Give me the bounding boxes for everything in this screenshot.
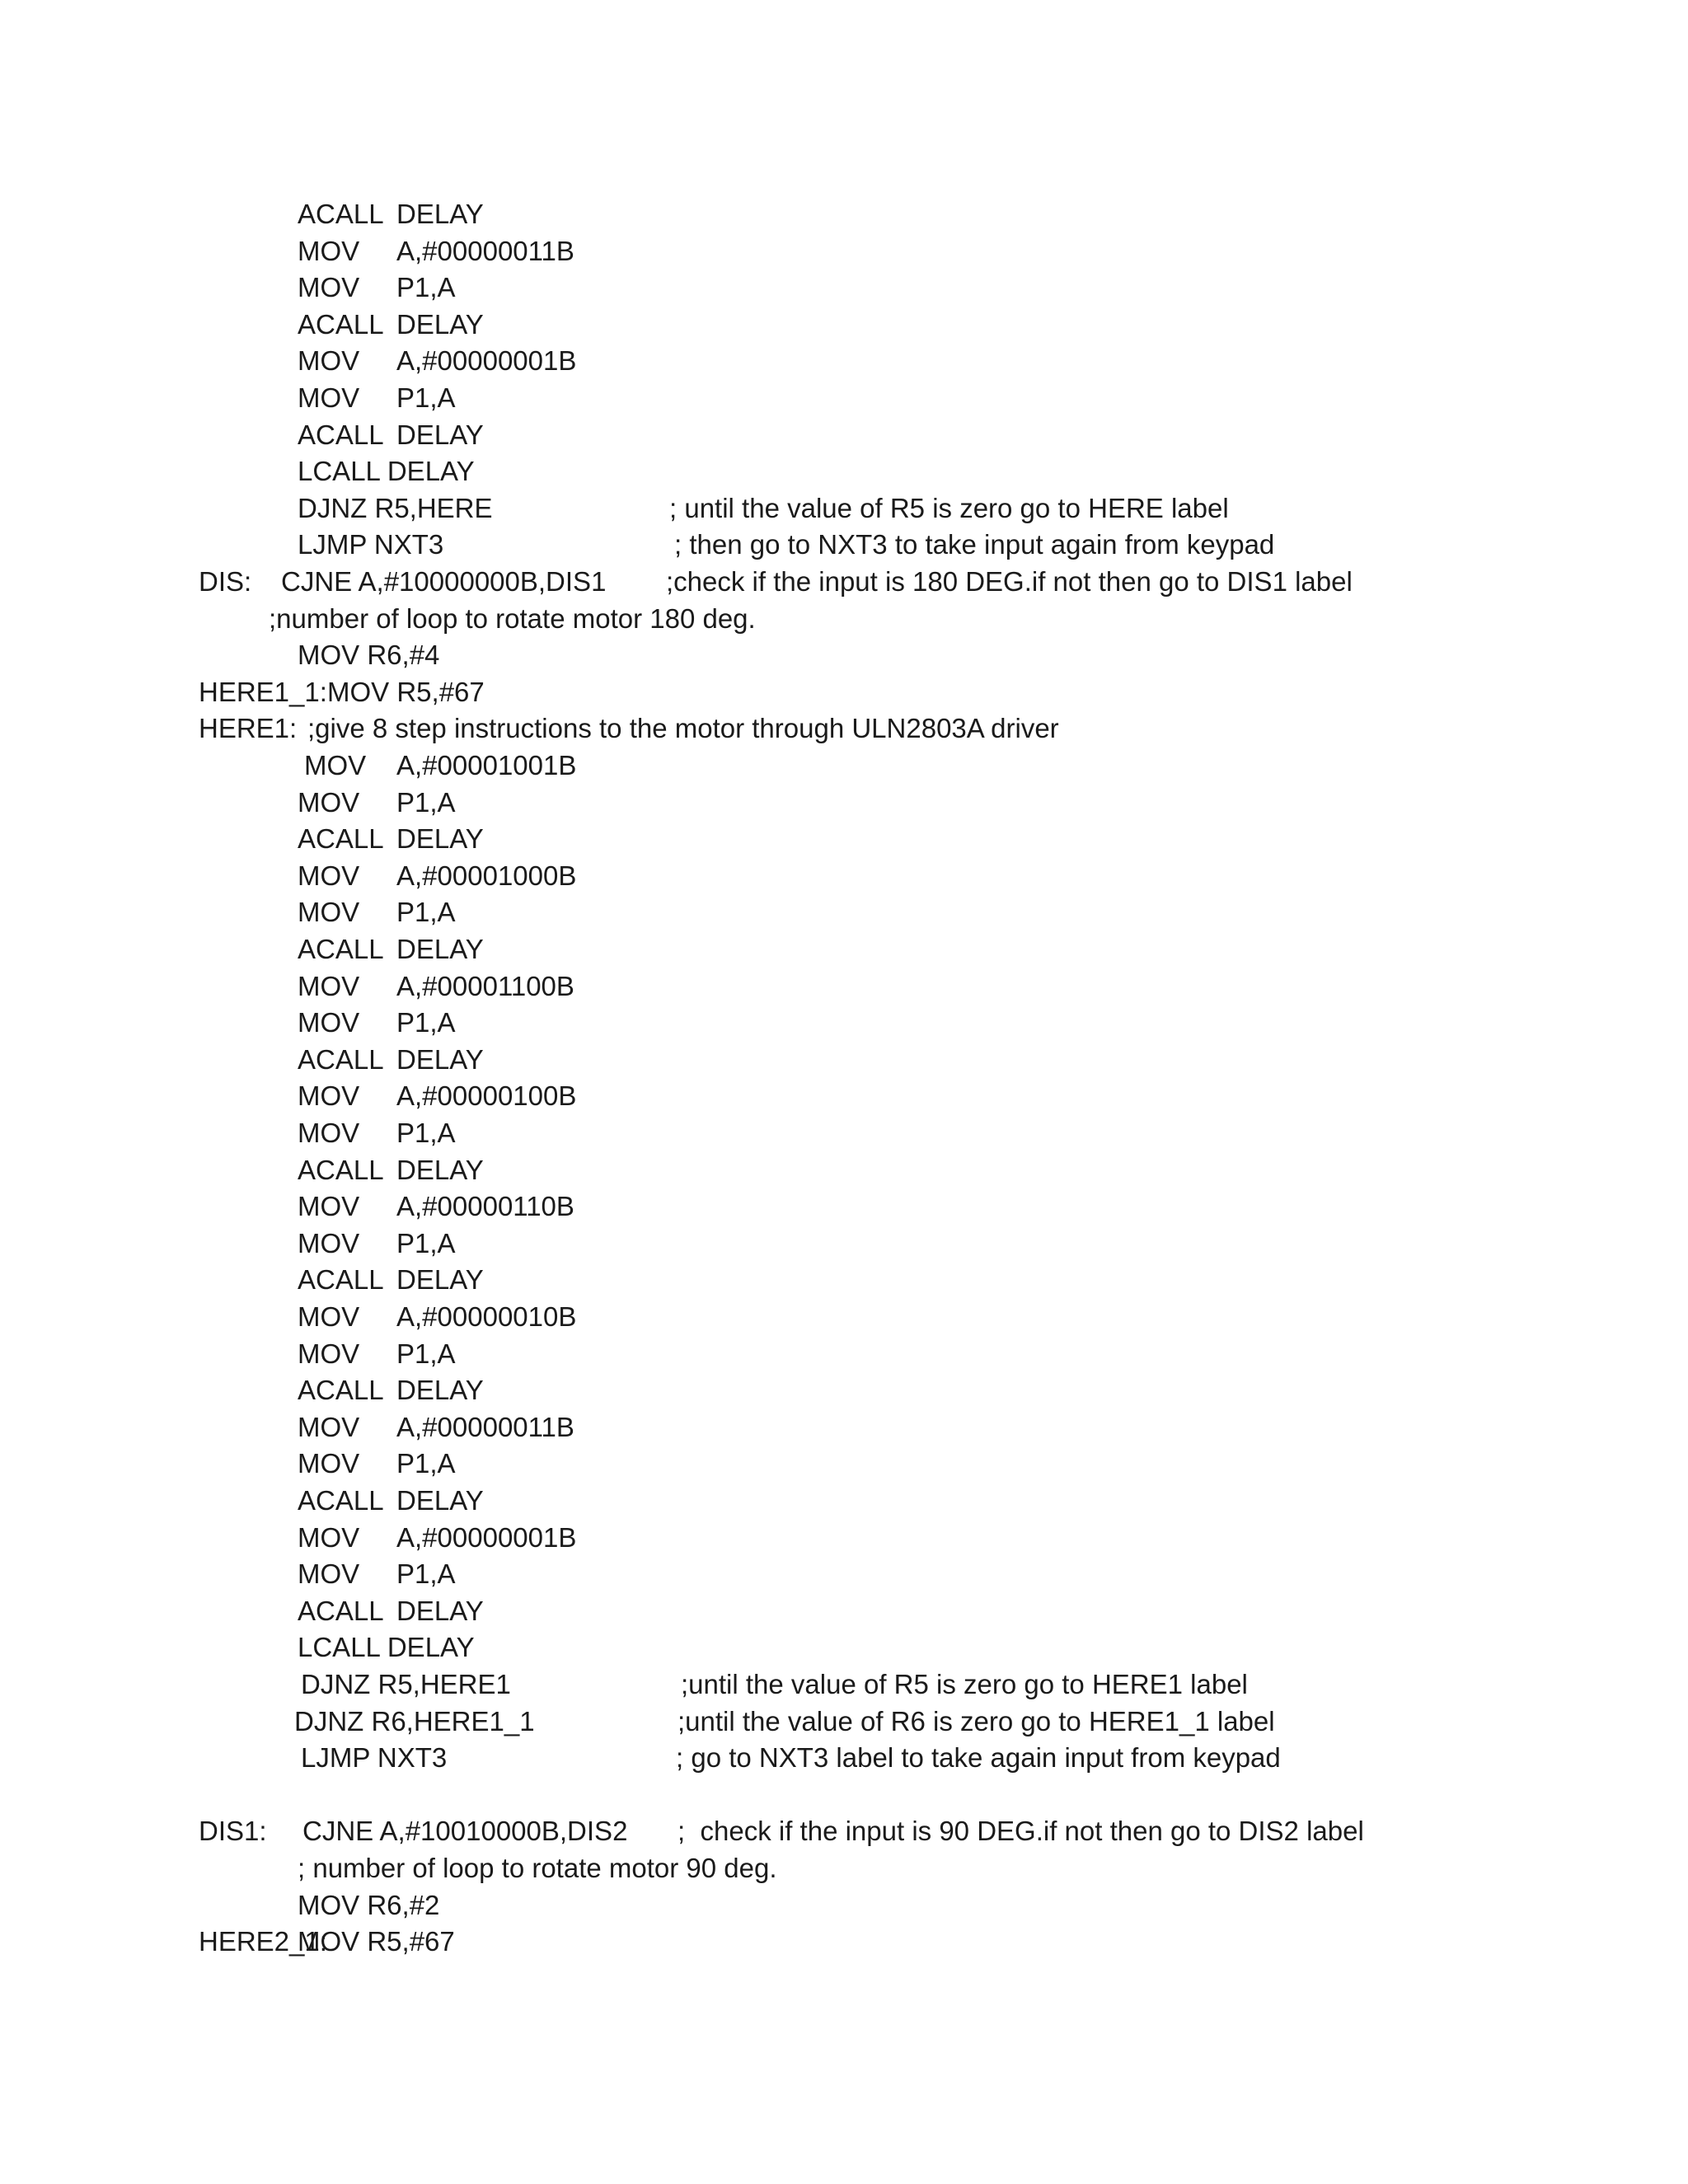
line-comment: ;until the value of R6 is zero go to HERE1_1 label xyxy=(678,1705,1275,1736)
line-instruction: ACALL xyxy=(298,308,384,340)
code-line xyxy=(0,1813,1688,1850)
code-line xyxy=(0,1704,1688,1741)
line-instruction: MOV R6,#4 xyxy=(298,640,440,671)
line-instruction: MOV xyxy=(304,750,367,780)
line-instruction: ;number of loop to rotate motor 180 deg. xyxy=(269,602,756,634)
line-comment: ; then go to NXT3 to take input again from keypad xyxy=(674,529,1275,560)
line-instruction: MOV R5,#67 xyxy=(327,676,485,707)
code-line xyxy=(0,748,1688,785)
line-instruction: MOV xyxy=(298,1118,360,1148)
line-operand: P1,A xyxy=(396,1338,456,1369)
line-instruction: MOV xyxy=(298,970,360,1001)
line-instruction: ACALL xyxy=(298,1264,384,1296)
line-operand: A,#00000110B xyxy=(396,1191,574,1222)
code-line xyxy=(0,1887,1688,1924)
line-operand: P1,A xyxy=(396,1448,456,1479)
line-instruction: CJNE A,#10000000B,DIS1 xyxy=(281,566,607,597)
line-instruction: MOV xyxy=(298,1338,360,1369)
code-line xyxy=(0,233,1688,270)
line-instruction: ACALL xyxy=(298,1375,384,1406)
code-line xyxy=(0,1152,1688,1189)
code-line xyxy=(0,196,1688,233)
line-instruction: MOV xyxy=(298,345,360,377)
line-operand: A,#00000011B xyxy=(396,1411,574,1442)
code-line xyxy=(0,601,1688,638)
line-instruction: MOV R5,#67 xyxy=(298,1926,455,1957)
line-operand: DELAY xyxy=(396,1043,484,1075)
line-instruction: MOV xyxy=(298,1080,360,1112)
code-line xyxy=(0,1042,1688,1079)
line-instruction: LCALL DELAY xyxy=(298,456,475,487)
code-line xyxy=(0,1226,1688,1263)
line-instruction: MOV xyxy=(298,1411,360,1442)
code-line xyxy=(0,564,1688,601)
code-line xyxy=(0,307,1688,344)
code-line xyxy=(0,1556,1688,1593)
line-instruction: MOV xyxy=(298,1558,360,1590)
line-instruction: MOV xyxy=(298,1448,360,1479)
code-line xyxy=(0,1115,1688,1152)
line-instruction: ACALL xyxy=(298,199,384,229)
code-line xyxy=(0,1409,1688,1446)
line-instruction: MOV xyxy=(298,897,360,928)
line-instruction: MOV R6,#2 xyxy=(298,1889,440,1920)
line-operand: P1,A xyxy=(396,1558,456,1590)
line-operand: P1,A xyxy=(396,1118,456,1148)
line-operand: DELAY xyxy=(396,308,484,340)
code-line xyxy=(0,1299,1688,1336)
code-line xyxy=(0,1924,1688,1961)
line-instruction: MOV xyxy=(298,1227,360,1258)
line-instruction: ; number of loop to rotate motor 90 deg. xyxy=(298,1853,777,1883)
line-comment: ;until the value of R5 is zero go to HERE1 label xyxy=(681,1669,1248,1699)
line-instruction: CJNE A,#10010000B,DIS2 xyxy=(302,1816,628,1847)
line-operand: A,#00000001B xyxy=(396,345,577,377)
code-line xyxy=(0,637,1688,674)
line-comment: ;check if the input is 180 DEG.if not then go to DIS1 label xyxy=(666,566,1353,597)
line-instruction: DJNZ R5,HERE xyxy=(298,492,493,523)
line-operand: A,#00000011B xyxy=(396,235,574,266)
code-line xyxy=(0,894,1688,931)
code-line xyxy=(0,674,1688,711)
line-instruction: MOV xyxy=(298,786,360,818)
line-instruction: ;give 8 step instructions to the motor through ULN2803A driver xyxy=(307,713,1059,744)
line-comment: ; until the value of R5 is zero go to HERE label xyxy=(669,492,1229,523)
code-line xyxy=(0,269,1688,307)
code-line xyxy=(0,1188,1688,1226)
line-operand: DELAY xyxy=(396,1264,484,1296)
code-line xyxy=(0,380,1688,417)
line-instruction: ACALL xyxy=(298,934,384,964)
line-operand: DELAY xyxy=(396,1154,484,1185)
code-line xyxy=(0,1078,1688,1115)
line-operand: A,#00000010B xyxy=(396,1301,577,1332)
line-instruction: MOV xyxy=(298,1301,360,1332)
line-label: DIS: xyxy=(199,566,252,597)
code-line xyxy=(0,1593,1688,1630)
line-operand: P1,A xyxy=(396,1227,456,1258)
code-line xyxy=(0,710,1688,748)
line-instruction: ACALL xyxy=(298,419,384,450)
line-comment: ; check if the input is 90 DEG.if not then go to DIS2 label xyxy=(678,1816,1364,1847)
line-operand: P1,A xyxy=(396,786,456,818)
line-instruction: MOV xyxy=(298,860,360,891)
line-operand: DELAY xyxy=(396,199,484,229)
code-line xyxy=(0,1520,1688,1557)
code-line xyxy=(0,1483,1688,1520)
code-line xyxy=(0,1446,1688,1483)
line-operand: P1,A xyxy=(396,1007,456,1038)
code-line xyxy=(0,1372,1688,1409)
line-operand: A,#00001100B xyxy=(396,970,574,1001)
code-line xyxy=(0,1850,1688,1887)
line-operand: DELAY xyxy=(396,1375,484,1406)
line-label: HERE2_1: xyxy=(199,1926,327,1957)
line-operand: DELAY xyxy=(396,1595,484,1626)
code-line xyxy=(0,453,1688,490)
line-operand: DELAY xyxy=(396,823,484,855)
code-line xyxy=(0,527,1688,564)
line-label: HERE1: xyxy=(199,713,298,744)
line-instruction: MOV xyxy=(298,235,360,266)
code-line xyxy=(0,1336,1688,1373)
line-comment: ; go to NXT3 label to take again input from keypad xyxy=(676,1742,1281,1774)
line-operand: A,#00000001B xyxy=(396,1521,577,1553)
line-instruction: LJMP NXT3 xyxy=(298,529,444,560)
line-instruction: ACALL xyxy=(298,1154,384,1185)
code-line xyxy=(0,1629,1688,1666)
code-line xyxy=(0,1005,1688,1042)
code-line xyxy=(0,1262,1688,1299)
line-operand: A,#00001001B xyxy=(396,750,577,780)
line-instruction: DJNZ R6,HERE1_1 xyxy=(294,1705,535,1736)
line-label: HERE1_1: xyxy=(199,676,327,707)
line-instruction: ACALL xyxy=(298,1595,384,1626)
line-operand: P1,A xyxy=(396,897,456,928)
line-instruction: ACALL xyxy=(298,823,384,855)
line-operand: P1,A xyxy=(396,272,456,303)
code-line xyxy=(0,343,1688,380)
line-operand: DELAY xyxy=(396,934,484,964)
line-instruction: DJNZ R5,HERE1 xyxy=(301,1669,511,1699)
line-operand: P1,A xyxy=(396,382,456,413)
line-instruction: ACALL xyxy=(298,1043,384,1075)
code-line xyxy=(0,1666,1688,1704)
line-operand: A,#00000100B xyxy=(396,1080,577,1112)
code-line xyxy=(0,1740,1688,1777)
code-line xyxy=(0,968,1688,1005)
line-operand: DELAY xyxy=(396,419,484,450)
line-instruction: MOV xyxy=(298,1521,360,1553)
line-instruction: ACALL xyxy=(298,1485,384,1516)
code-line xyxy=(0,858,1688,895)
code-line xyxy=(0,821,1688,858)
line-instruction: MOV xyxy=(298,1007,360,1038)
code-line xyxy=(0,931,1688,968)
line-instruction: LCALL DELAY xyxy=(298,1632,475,1663)
code-line xyxy=(0,785,1688,822)
line-label: DIS1: xyxy=(199,1816,267,1847)
line-instruction: LJMP NXT3 xyxy=(301,1742,448,1774)
line-instruction: MOV xyxy=(298,382,360,413)
code-line xyxy=(0,417,1688,454)
line-operand: DELAY xyxy=(396,1485,484,1516)
code-line xyxy=(0,490,1688,527)
code-line xyxy=(0,1777,1688,1814)
line-instruction: MOV xyxy=(298,272,360,303)
line-operand: A,#00001000B xyxy=(396,860,577,891)
line-instruction: MOV xyxy=(298,1191,360,1222)
